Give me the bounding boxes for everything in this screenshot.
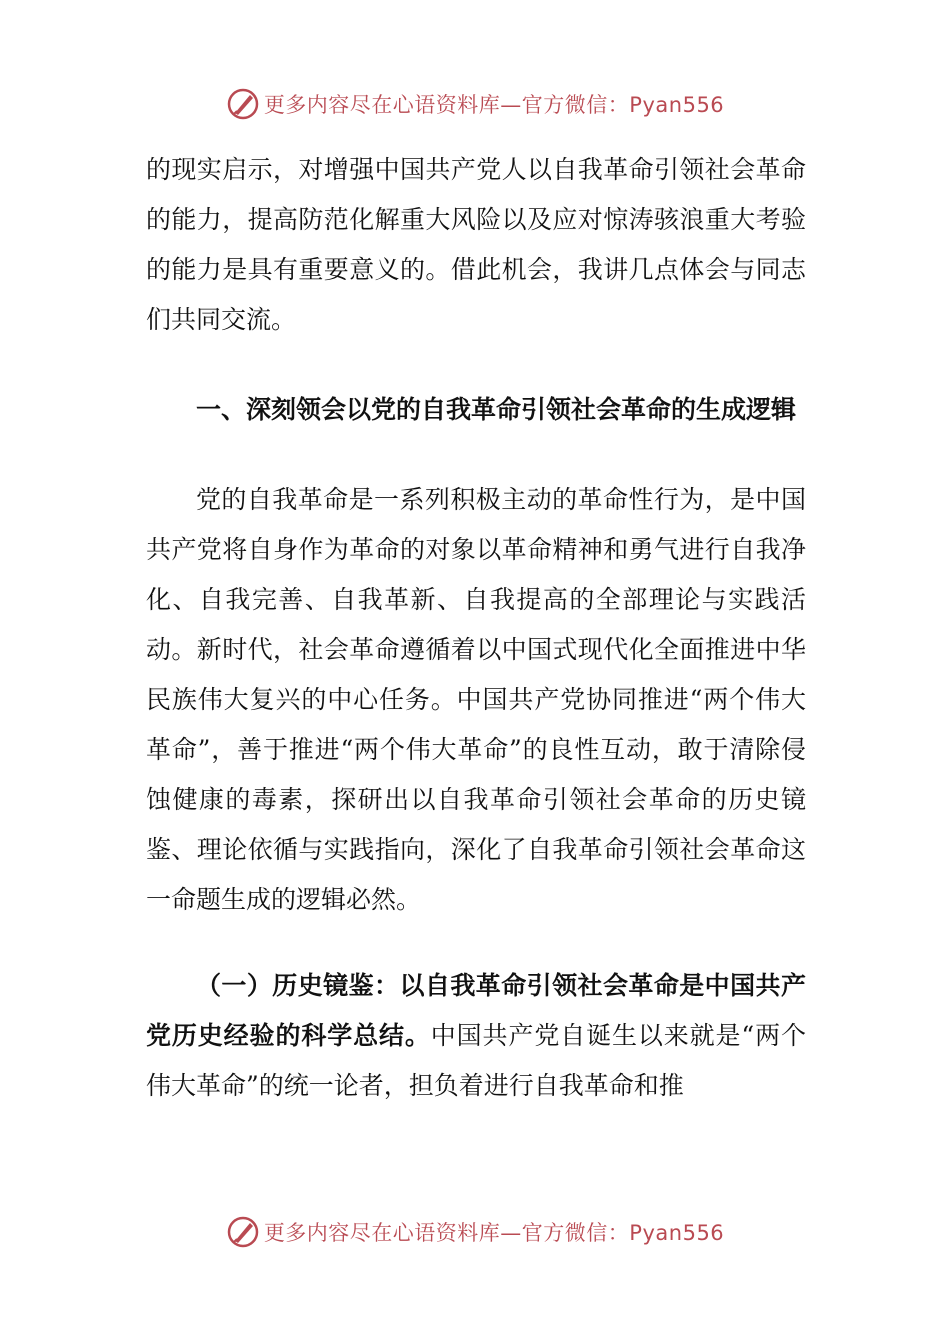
banner-text: 更多内容尽在心语资料库—官方微信：Pyan556 — [263, 1221, 725, 1245]
section-heading: 一、深刻领会以党的自我革命引领社会革命的生成逻辑 — [196, 395, 797, 424]
quill-logo-icon — [226, 87, 260, 121]
quill-logo-icon — [226, 1215, 260, 1249]
footer-banner — [0, 1212, 950, 1252]
header-banner — [0, 84, 950, 124]
subheading-historical-lessons: （一）历史镜鉴：以自我革命引领社会革命是中国共产党历史经验的科学总结。 — [146, 971, 806, 1050]
paragraph-intro: 的现实启示，对增强中国共产党人以自我革命引领社会革命的能力，提高防范化解重大风险以及应对惊涛骇浪重大考验的能力是具有重要意义的。借此机会，我讲几点体会与同志们共同交流。 — [146, 155, 806, 334]
paragraph-historical-lessons-text: 中国共产党自诞生以来就是“两个伟大革命”的统一论者，担负着进行自我革命和推 — [146, 1021, 806, 1100]
paragraph-self-revolution: 党的自我革命是一系列积极主动的革命性行为，是中国共产党将自身作为革命的对象以革命精神和勇气进行自我净化、自我完善、自我革新、自我提高的全部理论与实践活动。新时代，社会革命遵循着以中国式现代化全面推进中华民族伟大复兴的中心任务。中国共产党协同推进“两个伟大革命”，善于推进“两个伟大革命”的良性互动，敢于清除侵蚀健康的毒素，探研出以自我革命引领社会革命的历史镜鉴、理论依循与实践指向，深化了自我革命引领社会革命这一命题生成的逻辑必然。 — [146, 485, 806, 914]
document-body — [146, 145, 806, 1111]
banner-text: 更多内容尽在心语资料库—官方微信：Pyan556 — [263, 93, 725, 117]
paragraph-historical-lessons — [146, 961, 806, 1111]
